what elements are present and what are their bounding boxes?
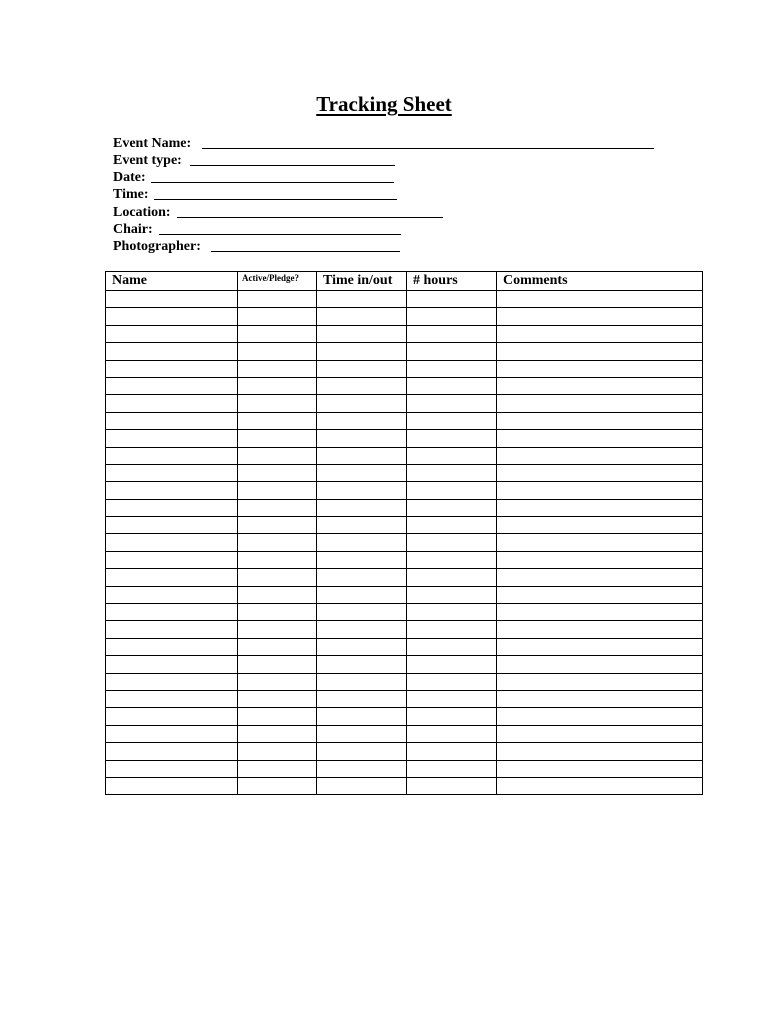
cell-comments[interactable]: [497, 499, 703, 516]
cell-name[interactable]: [106, 586, 238, 603]
cell-comments[interactable]: [497, 325, 703, 342]
table-row: [106, 517, 703, 534]
table-row: [106, 360, 703, 377]
cell-time-in-out[interactable]: [317, 343, 407, 360]
cell-comments[interactable]: [497, 743, 703, 760]
table-row: [106, 412, 703, 429]
cell-time-in-out[interactable]: [317, 377, 407, 394]
cell-name[interactable]: [106, 621, 238, 638]
table-row: [106, 343, 703, 360]
table-row: [106, 586, 703, 603]
event-type-blank[interactable]: [190, 165, 395, 166]
cell-name[interactable]: [106, 708, 238, 725]
cell-active-pledge[interactable]: [238, 743, 317, 760]
cell-active-pledge[interactable]: [238, 291, 317, 308]
column-header-name: Name: [106, 272, 238, 291]
cell-comments[interactable]: [497, 377, 703, 394]
tracking-table: [105, 271, 703, 795]
photographer-blank[interactable]: [211, 251, 400, 252]
cell-hours[interactable]: [407, 343, 497, 360]
cell-name[interactable]: [106, 499, 238, 516]
chair-field: [113, 221, 153, 238]
cell-active-pledge[interactable]: [238, 325, 317, 342]
cell-time-in-out[interactable]: [317, 743, 407, 760]
cell-name[interactable]: [106, 638, 238, 655]
time-label: Time:: [113, 187, 149, 202]
table-row: [106, 395, 703, 412]
cell-active-pledge[interactable]: [238, 656, 317, 673]
table-row: [106, 430, 703, 447]
cell-name[interactable]: [106, 308, 238, 325]
page-title: Tracking Sheet: [316, 92, 452, 116]
cell-time-in-out[interactable]: [317, 482, 407, 499]
cell-comments[interactable]: [497, 690, 703, 707]
cell-hours[interactable]: [407, 395, 497, 412]
cell-comments[interactable]: [497, 656, 703, 673]
cell-comments[interactable]: [497, 621, 703, 638]
cell-hours[interactable]: [407, 725, 497, 742]
time-blank[interactable]: [154, 199, 397, 200]
cell-active-pledge[interactable]: [238, 412, 317, 429]
cell-comments[interactable]: [497, 777, 703, 794]
cell-name[interactable]: [106, 325, 238, 342]
cell-time-in-out[interactable]: [317, 708, 407, 725]
cell-comments[interactable]: [497, 343, 703, 360]
cell-name[interactable]: [106, 777, 238, 794]
cell-hours[interactable]: [407, 464, 497, 481]
cell-hours[interactable]: [407, 534, 497, 551]
cell-active-pledge[interactable]: [238, 586, 317, 603]
cell-active-pledge[interactable]: [238, 482, 317, 499]
event-type-label: Event type:: [113, 153, 182, 168]
cell-comments[interactable]: [497, 604, 703, 621]
cell-hours[interactable]: [407, 656, 497, 673]
date-field: [113, 169, 146, 186]
cell-name[interactable]: [106, 725, 238, 742]
cell-time-in-out[interactable]: [317, 308, 407, 325]
cell-hours[interactable]: [407, 743, 497, 760]
cell-hours[interactable]: [407, 569, 497, 586]
cell-active-pledge[interactable]: [238, 499, 317, 516]
cell-time-in-out[interactable]: [317, 551, 407, 568]
cell-comments[interactable]: [497, 517, 703, 534]
cell-hours[interactable]: [407, 499, 497, 516]
cell-active-pledge[interactable]: [238, 760, 317, 777]
cell-hours[interactable]: [407, 551, 497, 568]
table-row: [106, 743, 703, 760]
cell-active-pledge[interactable]: [238, 690, 317, 707]
cell-hours[interactable]: [407, 308, 497, 325]
cell-time-in-out[interactable]: [317, 325, 407, 342]
table-row: [106, 499, 703, 516]
column-header-hours: # hours: [407, 272, 497, 291]
photographer-field: [113, 238, 201, 255]
cell-active-pledge[interactable]: [238, 517, 317, 534]
cell-time-in-out[interactable]: [317, 690, 407, 707]
event-type-field: [113, 152, 182, 169]
cell-comments[interactable]: [497, 412, 703, 429]
cell-comments[interactable]: [497, 308, 703, 325]
table-row: [106, 534, 703, 551]
cell-time-in-out[interactable]: [317, 777, 407, 794]
table-row: [106, 464, 703, 481]
cell-time-in-out[interactable]: [317, 604, 407, 621]
table-row: [106, 638, 703, 655]
cell-time-in-out[interactable]: [317, 656, 407, 673]
cell-hours[interactable]: [407, 447, 497, 464]
cell-comments[interactable]: [497, 569, 703, 586]
cell-hours[interactable]: [407, 430, 497, 447]
cell-name[interactable]: [106, 482, 238, 499]
date-blank[interactable]: [151, 182, 394, 183]
table-row: [106, 551, 703, 568]
cell-hours[interactable]: [407, 604, 497, 621]
cell-name[interactable]: [106, 690, 238, 707]
cell-comments[interactable]: [497, 534, 703, 551]
cell-name[interactable]: [106, 534, 238, 551]
table-row: [106, 482, 703, 499]
cell-comments[interactable]: [497, 430, 703, 447]
cell-comments[interactable]: [497, 395, 703, 412]
cell-name[interactable]: [106, 517, 238, 534]
cell-time-in-out[interactable]: [317, 673, 407, 690]
cell-comments[interactable]: [497, 551, 703, 568]
chair-label: Chair:: [113, 222, 153, 237]
cell-time-in-out[interactable]: [317, 586, 407, 603]
table-row: [106, 447, 703, 464]
cell-active-pledge[interactable]: [238, 604, 317, 621]
cell-active-pledge[interactable]: [238, 447, 317, 464]
cell-hours[interactable]: [407, 621, 497, 638]
cell-comments[interactable]: [497, 638, 703, 655]
cell-time-in-out[interactable]: [317, 430, 407, 447]
cell-time-in-out[interactable]: [317, 569, 407, 586]
cell-active-pledge[interactable]: [238, 360, 317, 377]
cell-time-in-out[interactable]: [317, 499, 407, 516]
table-row: [106, 708, 703, 725]
cell-hours[interactable]: [407, 586, 497, 603]
cell-hours[interactable]: [407, 638, 497, 655]
cell-name[interactable]: [106, 551, 238, 568]
cell-name[interactable]: [106, 760, 238, 777]
cell-name[interactable]: [106, 291, 238, 308]
date-label: Date:: [113, 170, 146, 185]
location-blank[interactable]: [177, 217, 443, 218]
column-header-active-pledge: Active/Pledge?: [238, 272, 317, 291]
table-row: [106, 308, 703, 325]
table-row: [106, 656, 703, 673]
table-row: [106, 604, 703, 621]
location-field: [113, 204, 171, 221]
cell-name[interactable]: [106, 464, 238, 481]
cell-time-in-out[interactable]: [317, 412, 407, 429]
cell-active-pledge[interactable]: [238, 395, 317, 412]
cell-time-in-out[interactable]: [317, 517, 407, 534]
cell-hours[interactable]: [407, 360, 497, 377]
cell-name[interactable]: [106, 604, 238, 621]
cell-name[interactable]: [106, 743, 238, 760]
cell-time-in-out[interactable]: [317, 464, 407, 481]
cell-comments[interactable]: [497, 360, 703, 377]
cell-active-pledge[interactable]: [238, 725, 317, 742]
cell-active-pledge[interactable]: [238, 551, 317, 568]
cell-active-pledge[interactable]: [238, 569, 317, 586]
photographer-label: Photographer:: [113, 239, 201, 254]
cell-active-pledge[interactable]: [238, 708, 317, 725]
cell-comments[interactable]: [497, 447, 703, 464]
cell-active-pledge[interactable]: [238, 343, 317, 360]
cell-hours[interactable]: [407, 777, 497, 794]
column-header-time-in-out: Time in/out: [317, 272, 407, 291]
table-row: [106, 291, 703, 308]
event-name-field: [113, 135, 191, 152]
cell-hours[interactable]: [407, 708, 497, 725]
cell-active-pledge[interactable]: [238, 308, 317, 325]
table-row: [106, 673, 703, 690]
cell-comments[interactable]: [497, 760, 703, 777]
cell-time-in-out[interactable]: [317, 534, 407, 551]
event-name-blank[interactable]: [202, 148, 654, 149]
table-row: [106, 777, 703, 794]
cell-name[interactable]: [106, 360, 238, 377]
table-row: [106, 760, 703, 777]
cell-hours[interactable]: [407, 377, 497, 394]
cell-time-in-out[interactable]: [317, 638, 407, 655]
cell-time-in-out[interactable]: [317, 291, 407, 308]
table-body: [106, 291, 703, 795]
cell-time-in-out[interactable]: [317, 360, 407, 377]
event-name-label: Event Name:: [113, 136, 192, 151]
cell-comments[interactable]: [497, 586, 703, 603]
cell-name[interactable]: [106, 673, 238, 690]
cell-comments[interactable]: [497, 708, 703, 725]
cell-time-in-out[interactable]: [317, 447, 407, 464]
cell-comments[interactable]: [497, 482, 703, 499]
cell-time-in-out[interactable]: [317, 621, 407, 638]
column-header-comments: Comments: [497, 272, 703, 291]
cell-active-pledge[interactable]: [238, 464, 317, 481]
cell-hours[interactable]: [407, 517, 497, 534]
table-row: [106, 725, 703, 742]
location-label: Location:: [113, 205, 171, 220]
cell-hours[interactable]: [407, 325, 497, 342]
cell-hours[interactable]: [407, 482, 497, 499]
cell-comments[interactable]: [497, 291, 703, 308]
cell-name[interactable]: [106, 569, 238, 586]
cell-name[interactable]: [106, 343, 238, 360]
cell-active-pledge[interactable]: [238, 430, 317, 447]
table-header-row: [106, 272, 703, 291]
cell-active-pledge[interactable]: [238, 673, 317, 690]
cell-hours[interactable]: [407, 690, 497, 707]
table-row: [106, 377, 703, 394]
cell-active-pledge[interactable]: [238, 377, 317, 394]
cell-name[interactable]: [106, 656, 238, 673]
cell-comments[interactable]: [497, 464, 703, 481]
cell-time-in-out[interactable]: [317, 395, 407, 412]
cell-hours[interactable]: [407, 412, 497, 429]
cell-comments[interactable]: [497, 725, 703, 742]
cell-active-pledge[interactable]: [238, 638, 317, 655]
cell-name[interactable]: [106, 447, 238, 464]
cell-active-pledge[interactable]: [238, 777, 317, 794]
table-row: [106, 690, 703, 707]
table-row: [106, 325, 703, 342]
cell-active-pledge[interactable]: [238, 534, 317, 551]
chair-blank[interactable]: [159, 234, 401, 235]
cell-name[interactable]: [106, 377, 238, 394]
cell-hours[interactable]: [407, 673, 497, 690]
table-row: [106, 569, 703, 586]
cell-comments[interactable]: [497, 673, 703, 690]
cell-name[interactable]: [106, 412, 238, 429]
cell-time-in-out[interactable]: [317, 760, 407, 777]
cell-name[interactable]: [106, 430, 238, 447]
table-row: [106, 621, 703, 638]
cell-time-in-out[interactable]: [317, 725, 407, 742]
cell-hours[interactable]: [407, 291, 497, 308]
cell-hours[interactable]: [407, 760, 497, 777]
cell-active-pledge[interactable]: [238, 621, 317, 638]
cell-name[interactable]: [106, 395, 238, 412]
time-field: [113, 186, 149, 203]
